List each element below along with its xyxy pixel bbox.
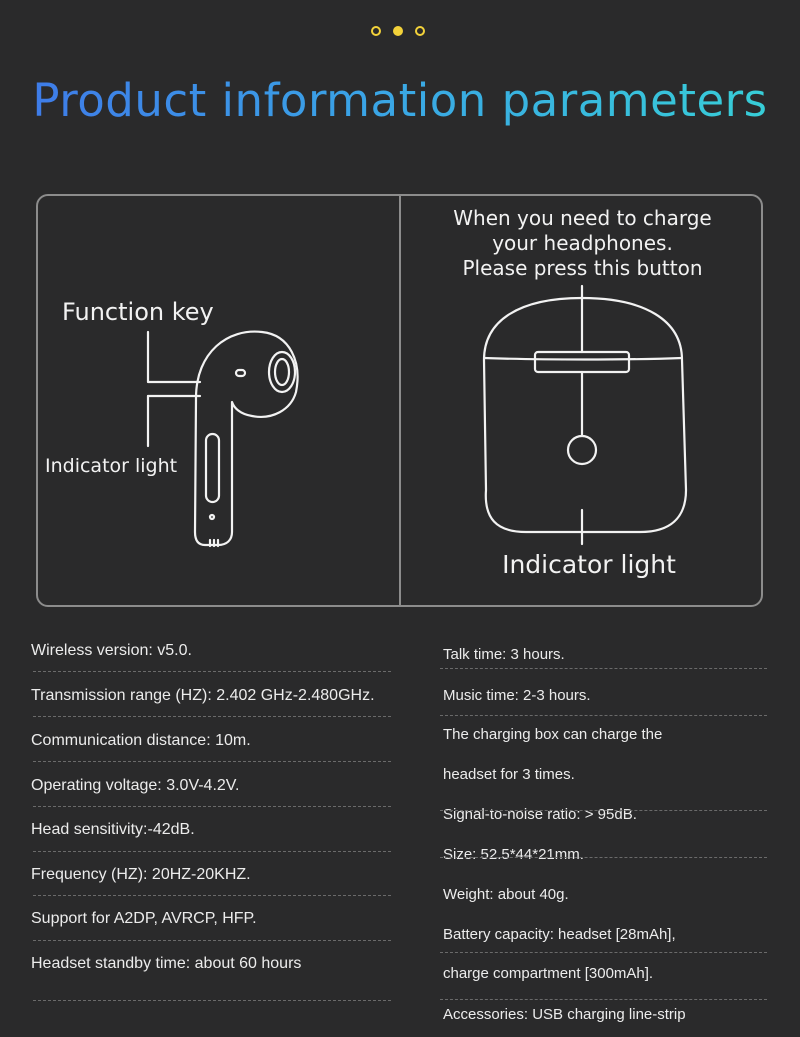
separator <box>440 999 767 1000</box>
separator <box>33 940 391 941</box>
function-key-label: Function key <box>62 298 214 326</box>
charge-note-line: your headphones. <box>492 231 673 255</box>
spec-item: Communication distance: 10m. <box>31 732 251 749</box>
spec-item: The charging box can charge the <box>443 726 663 743</box>
spec-item: Music time: 2-3 hours. <box>443 687 591 704</box>
separator <box>33 716 391 717</box>
spec-item: Talk time: 3 hours. <box>443 646 565 663</box>
separator <box>33 895 391 896</box>
spec-item: Battery capacity: headset [28mAh], <box>443 926 676 943</box>
page-title: Product information parameters <box>0 74 800 127</box>
spec-item: Frequency (HZ): 20HZ-20KHZ. <box>31 866 251 883</box>
spec-item: Signal-to-noise ratio: > 95dB. <box>443 806 637 823</box>
separator <box>440 668 767 669</box>
separator <box>33 851 391 852</box>
indicator-light-label-right: Indicator light <box>502 550 676 579</box>
spec-item: Head sensitivity:-42dB. <box>31 821 195 838</box>
spec-item: Weight: about 40g. <box>443 886 569 903</box>
spec-item: Transmission range (HZ): 2.402 GHz-2.480GHz. <box>31 687 375 704</box>
indicator-light-label-left: Indicator light <box>45 455 178 477</box>
spec-item: Size: 52.5*44*21mm. <box>443 846 584 863</box>
spec-item: Accessories: USB charging line-strip <box>443 1006 686 1023</box>
spec-item: charge compartment [300mAh]. <box>443 965 654 982</box>
separator <box>440 810 767 811</box>
separator <box>440 715 767 716</box>
separator <box>440 952 767 953</box>
charge-note-line: Please press this button <box>462 256 703 280</box>
spec-item: Headset standby time: about 60 hours <box>31 955 302 972</box>
spec-item: Support for A2DP, AVRCP, HFP. <box>31 910 257 927</box>
spec-item: Wireless version: v5.0. <box>31 642 192 659</box>
separator <box>33 671 391 672</box>
separator <box>440 857 767 858</box>
separator <box>33 761 391 762</box>
spec-item: headset for 3 times. <box>443 766 575 783</box>
spec-item: Operating voltage: 3.0V-4.2V. <box>31 777 240 794</box>
separator <box>33 806 391 807</box>
charge-note-line: When you need to charge <box>453 206 712 230</box>
separator <box>33 1000 391 1001</box>
